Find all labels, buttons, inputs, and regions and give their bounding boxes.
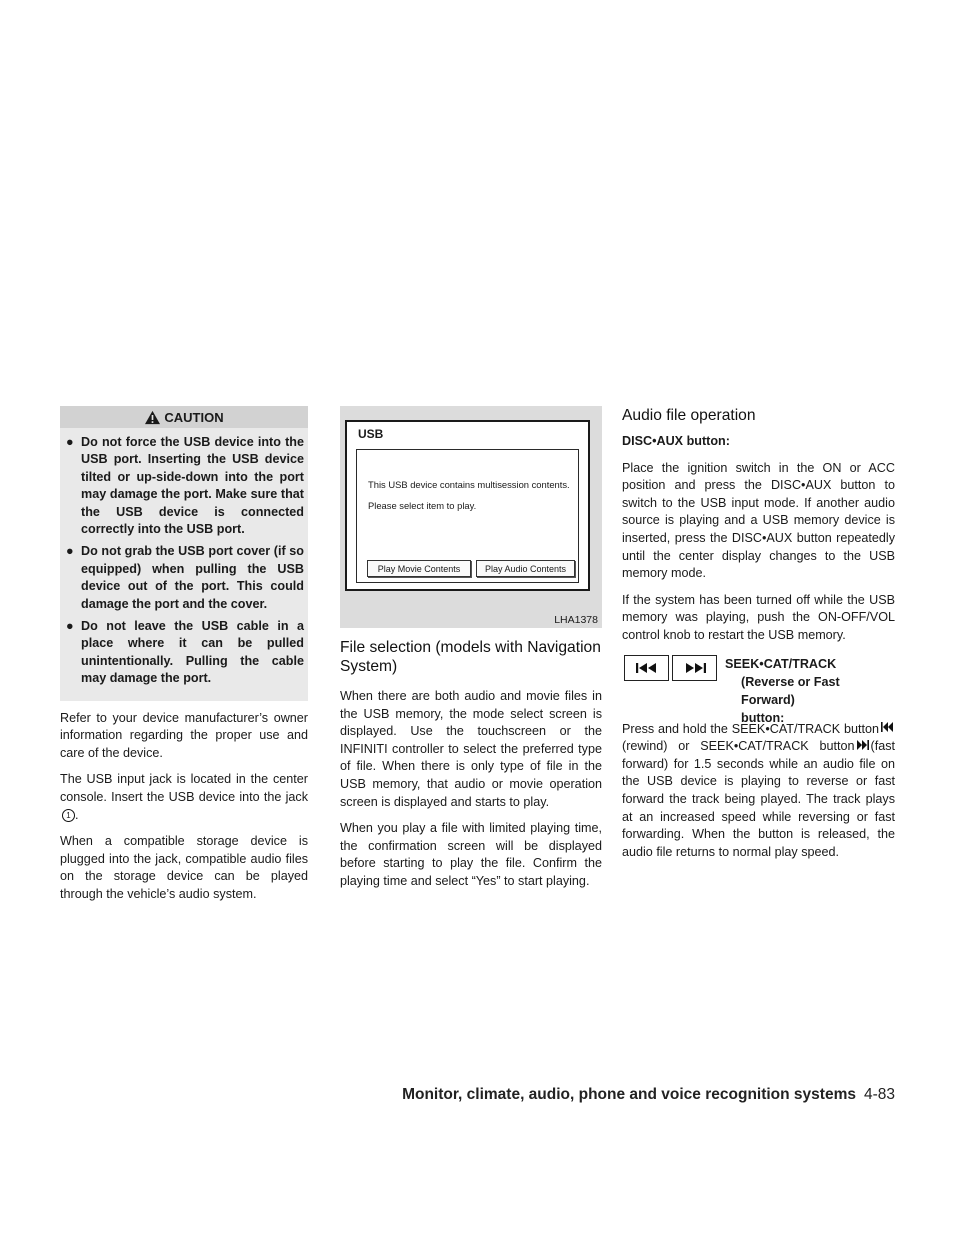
caution-title: CAUTION [164,409,224,425]
right-column [622,406,895,861]
seek-track-row [622,655,895,725]
audio-operation-heading: Audio file operation [622,407,756,424]
play-audio-contents-button[interactable]: Play Audio Contents [476,560,575,577]
page-footer [402,1086,895,1104]
paragraph-disc-aux: Place the ignition switch in the ON or ACC position and press the DISC•AUX button to switch to the USB input mode. If another audio source is playing and a USB memory device is inserted, press the DISC•AUX button repeatedly until the center display changes to the USB memory mode. [622,460,895,581]
dialog-prompt: Please select item to play. [368,500,477,511]
callout-number: 1 [62,809,75,822]
usb-screen [345,420,590,591]
disc-aux-title: DISC•AUX button: [622,434,730,448]
bullet-icon: ● [66,544,74,559]
dialog-message: This USB device contains multisession contents. [368,479,570,490]
rewind-icon [635,662,659,674]
bullet-icon: ● [66,619,74,634]
paragraph-usb-jack: The USB input jack is located in the center console. Insert the USB device into the jack1 . [60,772,308,822]
section-title: Monitor, climate, audio, phone and voice recognition systems [402,1086,856,1103]
seek-track-label: SEEK•CAT/TRACK (Reverse or Fast Forward) button: [725,656,840,725]
left-column [60,406,308,904]
seek-buttons [624,655,717,683]
paragraph-device-care: Refer to your device manufacturer’s owner information regarding the proper use and care of the device. [60,710,308,760]
paragraph-seek-track: Press and hold the SEEK•CAT/TRACK button(rewind) or SEEK•CAT/TRACK button (fast forward) for 1.5 seconds while an audio file on the USB device is playing to reverse or fast forward the track being played. The track plays at an increased speed while reversing or fast forwarding. When the button is released, the audio file returns to normal play speed. [622,721,895,859]
screen-dialog [356,449,579,583]
fast-forward-button[interactable] [672,655,717,681]
rewind-icon [881,722,893,732]
caution-box [60,406,308,701]
page-number: 4-83 [863,1086,895,1103]
paragraph-compatible-device: When a compatible storage device is plugged into the jack, compatible audio files on the storage device can be played through the vehicle’s audio system. [60,834,308,902]
caution-item: ● Do not force the USB device into the USB port. Inserting the USB device tilted or up-side-down into the port may damage the port. Make sure that the USB device is connected correctly into the USB port. [66,435,304,537]
play-movie-contents-button[interactable]: Play Movie Contents [367,560,471,577]
caution-list [60,428,308,688]
figure-label: LHA1378 [554,614,598,626]
fast-forward-icon [857,740,869,750]
paragraph-restart: If the system has been turned off while the USB memory was playing, push the ON-OFF/VOL control knob to restart the USB memory. [622,592,895,642]
screen-title: USB [358,427,384,441]
caution-item: ● Do not grab the USB port cover (if so equipped) when pulling the USB device out of the port. This could damage the port and the cover. [66,544,304,611]
warning-triangle-icon [144,410,161,425]
paragraph-limited-time: When you play a file with limited playing time, the confirmation screen will be displayed before starting to play the file. Confirm the playing time and select “Yes” to start playing. [340,821,602,888]
file-selection-heading: File selection (models with Navigation System) [340,639,601,675]
caution-item: ● Do not leave the USB cable in a place where it can be pulled unintentionally. Pulling the cable may damage the port. [66,619,304,686]
middle-column [340,406,602,891]
bullet-icon: ● [66,435,74,449]
rewind-button[interactable] [624,655,669,681]
usb-screen-figure [340,406,602,628]
paragraph-file-selection: When there are both audio and movie files in the USB memory, the mode select screen is displayed. Use the touchscreen or the INFINITI controller to select the preferred type of file. When there is only type of file in the USB memory, that audio or movie operation screen is displayed and starts to play. [340,689,602,809]
caution-header [60,406,308,428]
fast-forward-icon [683,662,707,674]
